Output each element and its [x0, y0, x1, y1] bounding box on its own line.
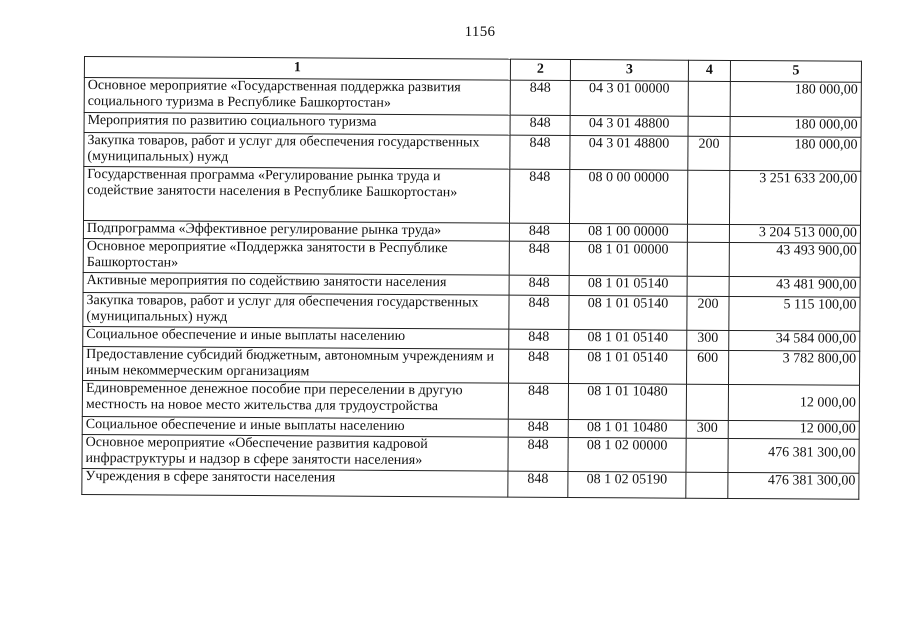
table-row — [83, 167, 860, 226]
row-amount: 3 251 633 200,00 — [729, 170, 860, 225]
row-target: 08 1 01 05140 — [569, 329, 687, 350]
row-name: Основное мероприятие «Государственная поддержка развития социального туризма в Республике Башкортостан» — [84, 78, 510, 116]
row-target: 08 1 01 00000 — [569, 241, 687, 276]
row-name: Единовременное денежное пособие при переселении в другую местность на новое место жительства для трудоустройства — [82, 380, 508, 419]
row-code: 848 — [508, 383, 568, 419]
row-type: 200 — [687, 296, 729, 330]
row-type — [686, 384, 728, 420]
row-target: 08 1 01 10480 — [568, 383, 686, 420]
row-target: 08 1 02 00000 — [568, 437, 686, 472]
table-row — [84, 78, 861, 118]
row-amount: 3 782 800,00 — [729, 350, 860, 385]
row-code: 848 — [508, 419, 568, 437]
row-code: 848 — [510, 80, 570, 115]
column-header-amount: 5 — [730, 60, 861, 82]
table-row — [83, 238, 860, 277]
table-row — [82, 380, 859, 421]
row-type — [688, 116, 730, 136]
row-type — [687, 224, 729, 242]
table-row — [82, 468, 859, 499]
row-name: Государственная программа «Регулирование рынка труда и содействие занятости населения в Республике Башкортостан» — [83, 167, 509, 224]
row-code: 848 — [509, 169, 569, 223]
row-name: Основное мероприятие «Обеспечение развития кадровой инфраструктуры и надзор в сфере занятости населения» — [82, 434, 508, 471]
row-type: 600 — [687, 350, 729, 384]
row-name: Социальное обеспечение и иные выплаты населению — [83, 326, 509, 349]
row-type: 300 — [687, 330, 729, 350]
row-amount: 476 381 300,00 — [728, 472, 859, 499]
table-row — [82, 434, 859, 473]
row-type: 200 — [688, 136, 730, 170]
row-target: 08 1 00 00000 — [569, 223, 687, 242]
column-header-name: 1 — [84, 57, 510, 81]
row-amount: 3 204 513 000,00 — [729, 224, 860, 243]
row-type — [686, 438, 728, 472]
row-name: Закупка товаров, работ и услуг для обеспечения государственных (муниципальных) нужд — [84, 133, 510, 170]
row-amount: 5 115 100,00 — [729, 296, 860, 331]
row-target: 08 1 01 05140 — [569, 349, 687, 384]
row-target: 08 1 01 05140 — [569, 295, 687, 330]
row-code: 848 — [509, 223, 569, 241]
row-amount: 180 000,00 — [730, 136, 861, 171]
row-type — [686, 472, 728, 498]
row-code: 848 — [509, 241, 569, 275]
row-code: 848 — [509, 349, 569, 383]
row-target: 08 1 01 10480 — [568, 419, 686, 438]
row-amount: 34 584 000,00 — [729, 330, 860, 351]
row-target: 08 1 01 05140 — [569, 275, 687, 296]
row-code: 848 — [510, 115, 570, 135]
table-row — [84, 133, 861, 172]
row-name: Основное мероприятие «Поддержка занятости в Республике Башкортостан» — [83, 238, 509, 275]
row-amount: 43 481 900,00 — [729, 276, 860, 297]
column-header-target: 3 — [570, 59, 688, 81]
row-amount: 476 381 300,00 — [728, 438, 859, 473]
budget-table — [81, 56, 862, 500]
row-code: 848 — [509, 275, 569, 295]
row-name: Предоставление субсидий бюджетным, автономным учреждениям и иным некоммерческим организациям — [83, 346, 509, 383]
row-amount: 180 000,00 — [730, 116, 861, 137]
column-header-code: 2 — [510, 59, 570, 80]
row-amount: 12 000,00 — [728, 384, 859, 421]
row-type — [687, 242, 729, 276]
row-name: Активные мероприятия по содействию занятости населения — [83, 272, 509, 295]
row-name: Учреждения в сфере занятости населения — [82, 468, 508, 497]
row-target: 08 0 00 00000 — [569, 169, 687, 224]
row-type: 300 — [686, 420, 728, 438]
row-code: 848 — [508, 437, 568, 471]
row-target: 08 1 02 05190 — [568, 471, 686, 498]
table-row — [83, 292, 860, 331]
row-type — [687, 170, 729, 224]
table-row — [83, 346, 860, 385]
row-name: Социальное обеспечение и иные выплаты населению — [82, 416, 508, 437]
row-target: 04 3 01 48800 — [570, 115, 688, 136]
page-number: 1156 — [464, 24, 496, 40]
row-name: Мероприятия по развитию социального туризма — [84, 113, 510, 136]
row-amount: 12 000,00 — [728, 420, 859, 439]
row-name: Подпрограмма «Эффективное регулирование рынка труда» — [83, 220, 509, 241]
row-code: 848 — [508, 471, 568, 497]
row-amount: 43 493 900,00 — [729, 242, 860, 277]
row-type — [687, 276, 729, 296]
row-name: Закупка товаров, работ и услуг для обеспечения государственных (муниципальных) нужд — [83, 292, 509, 329]
column-header-type: 4 — [688, 60, 730, 81]
row-target: 04 3 01 48800 — [570, 135, 688, 170]
row-code: 848 — [509, 295, 569, 329]
row-target: 04 3 01 00000 — [570, 80, 688, 116]
row-code: 848 — [510, 135, 570, 169]
row-type — [688, 81, 730, 116]
row-code: 848 — [509, 329, 569, 349]
row-amount: 180 000,00 — [730, 81, 861, 117]
